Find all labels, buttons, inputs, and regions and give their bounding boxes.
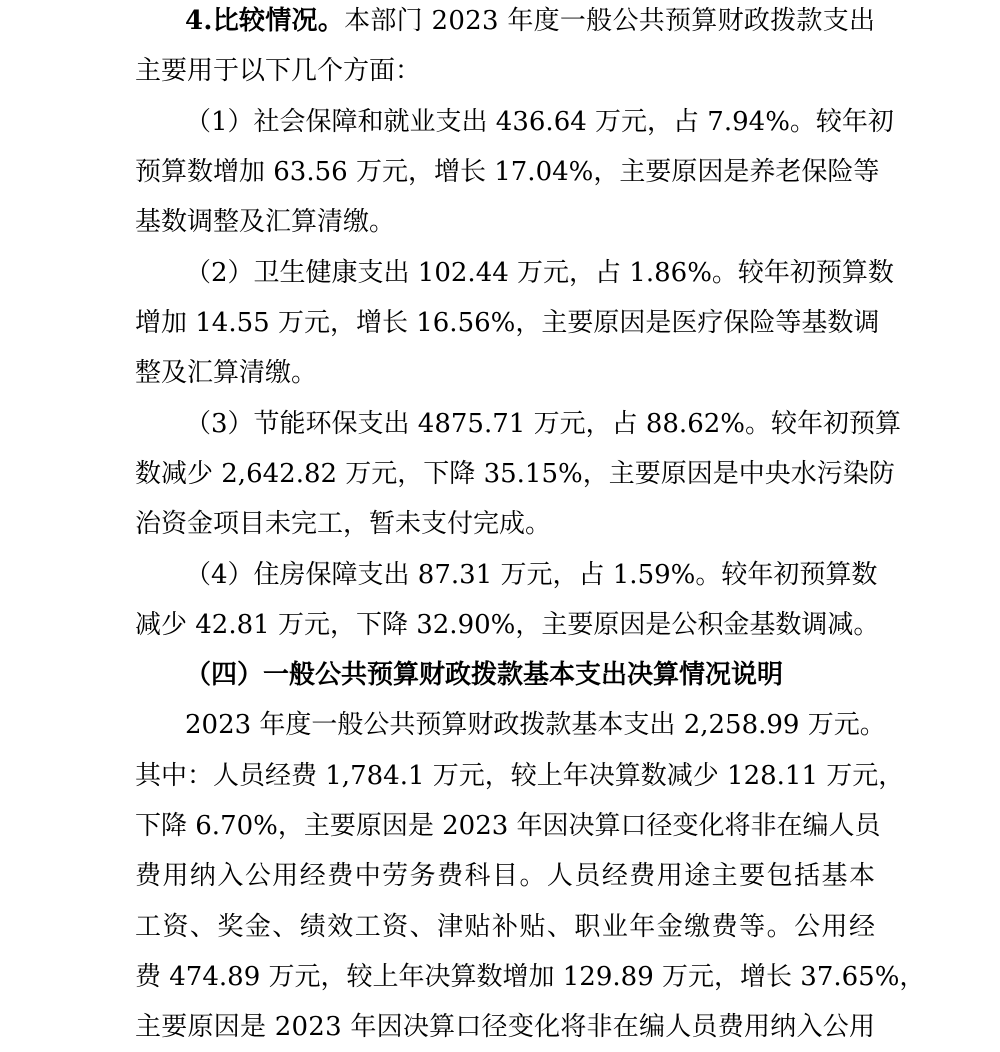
- paragraph-line: （2）卫生健康支出 102.44 万元，占 1.86%。较年初预算数: [185, 258, 894, 288]
- paragraph-line: 数减少 2,642.82 万元，下降 35.15%，主要原因是中央水污染防: [135, 459, 895, 489]
- paragraph-line: 主要原因是 2023 年因决算口径变化将非在编人员费用纳入公用: [135, 1012, 876, 1042]
- paragraph-line: 减少 42.81 万元，下降 32.90%，主要原因是公积金基数调减。: [135, 610, 880, 640]
- paragraph-line: 主要用于以下几个方面：: [135, 56, 422, 86]
- paragraph-line: 整及汇算清缴。: [135, 358, 318, 388]
- paragraph-line: （1）社会保障和就业支出 436.64 万元，占 7.94%。较年初: [185, 107, 894, 137]
- paragraph-line: [0, 0, 1000, 46]
- subsection-heading: （四）一般公共预算财政拨款基本支出决算情况说明: [185, 660, 784, 690]
- paragraph-line: 其中：人员经费 1,784.1 万元，较上年决算数减少 128.11 万元，: [135, 761, 905, 791]
- paragraph-line: （4）住房保障支出 87.31 万元，占 1.59%。较年初预算数: [185, 560, 878, 590]
- paragraph-line: 治资金项目未完工，暂未支付完成。: [135, 509, 552, 539]
- paragraph-line: 下降 6.70%，主要原因是 2023 年因决算口径变化将非在编人员: [135, 811, 881, 841]
- paragraph-line: 费 474.89 万元，较上年决算数增加 129.89 万元，增长 37.65%，: [135, 962, 926, 992]
- paragraph-line: （3）节能环保支出 4875.71 万元，占 88.62%。较年初预算: [185, 409, 901, 439]
- section-heading: 4.比较情况。: [185, 6, 345, 36]
- paragraph-line: 工资、奖金、绩效工资、津贴补贴、职业年金缴费等。公用经: [135, 912, 877, 942]
- paragraph-line: 2023 年度一般公共预算财政拨款基本支出 2,258.99 万元。: [185, 710, 886, 740]
- paragraph-line: 费用纳入公用经费中劳务费科目。人员经费用途主要包括基本: [135, 861, 877, 891]
- paragraph-line: 预算数增加 63.56 万元，增长 17.04%，主要原因是养老保险等: [135, 157, 880, 187]
- paragraph-text: 本部门 2023 年度一般公共预算财政拨款支出: [344, 6, 876, 36]
- paragraph-line: 基数调整及汇算清缴。: [135, 207, 396, 237]
- paragraph-line: 增加 14.55 万元，增长 16.56%，主要原因是医疗保险等基数调: [135, 308, 880, 338]
